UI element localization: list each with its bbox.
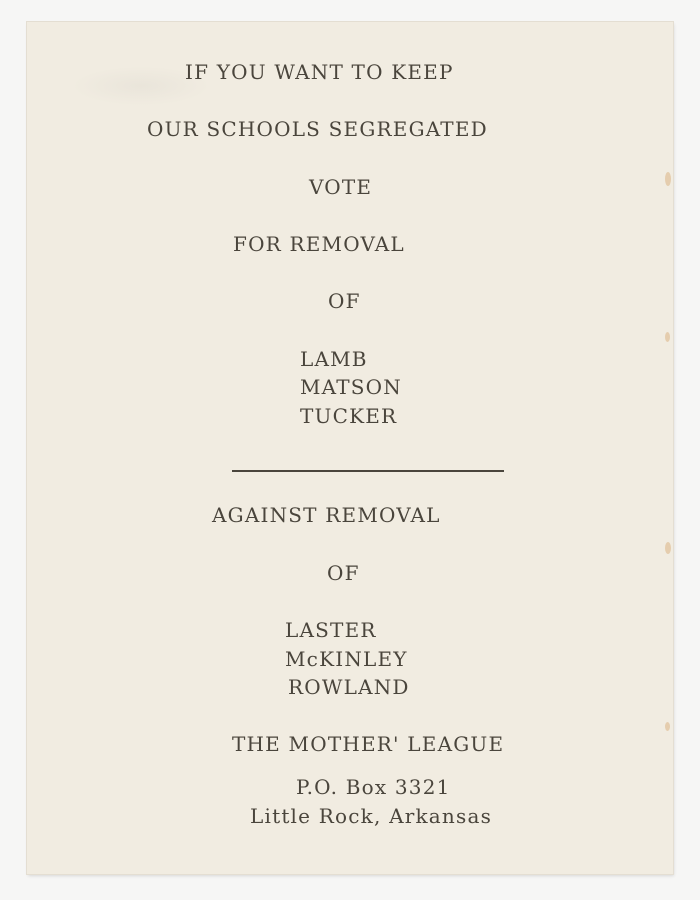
headline-line-1: IF YOU WANT TO KEEP <box>185 60 454 84</box>
divider-rule <box>232 470 504 472</box>
address-po-box: P.O. Box 3321 <box>296 775 451 799</box>
address-city-state: Little Rock, Arkansas <box>250 804 493 828</box>
foxing-stain <box>665 332 670 342</box>
for-removal-of: OF <box>328 289 361 313</box>
for-removal-name: TUCKER <box>300 404 398 428</box>
organization-name: THE MOTHER' LEAGUE <box>232 732 505 756</box>
against-removal-heading: AGAINST REMOVAL <box>212 503 441 527</box>
for-removal-name: MATSON <box>300 375 402 399</box>
foxing-stain <box>665 542 671 554</box>
against-removal-name: ROWLAND <box>288 675 410 699</box>
headline-line-2: OUR SCHOOLS SEGREGATED <box>147 117 488 141</box>
against-removal-of: OF <box>327 561 360 585</box>
against-removal-name: McKINLEY <box>285 647 408 671</box>
headline-line-3: VOTE <box>309 175 373 199</box>
foxing-stain <box>665 172 671 186</box>
against-removal-name: LASTER <box>285 618 377 642</box>
for-removal-name: LAMB <box>300 347 368 371</box>
foxing-stain <box>665 722 670 731</box>
for-removal-heading: FOR REMOVAL <box>233 232 405 256</box>
